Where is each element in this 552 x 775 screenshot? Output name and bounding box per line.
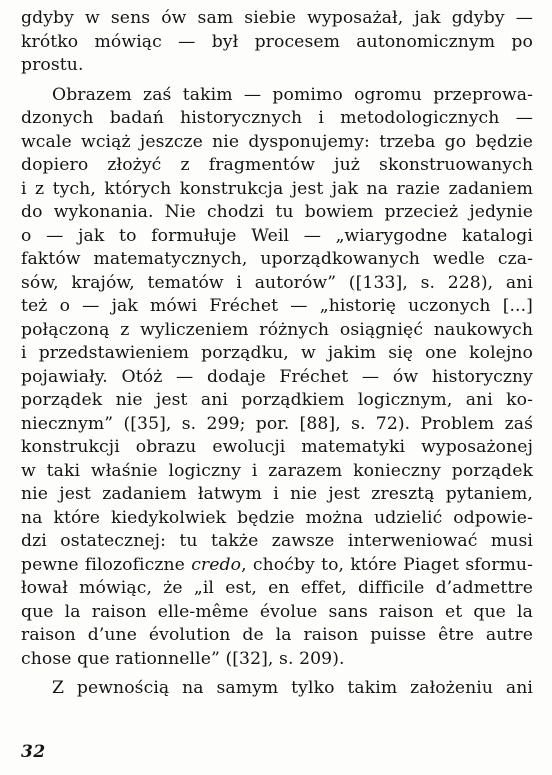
emphasized-word: credo xyxy=(191,554,242,575)
text-line: krótko mówiąc — był procesem autonomicznym po xyxy=(21,31,533,52)
text-line: chose que rationnelle” ([32], s. 209). xyxy=(21,648,345,669)
text-line: gdyby w sens ów sam siebie wyposażał, jak gdyby — xyxy=(21,8,533,28)
text-line: Z pewnością na samym tylko takim założeniu ani xyxy=(52,678,533,698)
text-line: pewne filozoficzne credo, choćby to, które Piaget sformu- xyxy=(21,554,534,575)
text-line: faktów matematycznych, uporządkowanych wedle cza- xyxy=(21,249,533,269)
text-line: que la raison elle-même évolue sans raison et que la xyxy=(21,601,533,622)
text-line: nie jest zadaniem łatwym i nie jest zresztą pytaniem, xyxy=(21,484,533,504)
text-line: też o — jak mówi Fréchet — „historię uczonych [...] xyxy=(21,296,533,316)
text-line: raison d’une évolution de la raison puisse être autre xyxy=(21,625,533,645)
text-line: dzi ostatecznej: tu także zawsze interweniować musi xyxy=(21,531,533,551)
paragraph xyxy=(21,7,533,78)
text-line: łował mówiąc, że „il est, en effet, difficile d’admettre xyxy=(21,578,533,598)
body-text xyxy=(21,7,533,701)
text-line: pojawiały. Otóż — dodaje Fréchet — ów historyczny xyxy=(21,366,533,387)
text-line: niecznym” ([35], s. 299; por. [88], s. 72). Problem zaś xyxy=(21,413,533,434)
text-line: w taki właśnie logiczny i zarazem konieczny porządek xyxy=(21,460,533,481)
text-line: Obrazem zaś takim — pomimo ogromu przeprowa- xyxy=(52,84,533,105)
text-line: dopiero złożyć z fragmentów już skonstruowanych xyxy=(21,155,533,175)
text-line: porządek nie jest ani porządkiem logicznym, ani ko- xyxy=(21,390,533,410)
text-line: i przedstawieniem porządku, w jakim się one kolejno xyxy=(21,343,533,363)
text-line: konstrukcji obrazu ewolucji matematyki wyposażonej xyxy=(21,437,533,457)
paragraph xyxy=(21,84,533,672)
text-line: sów, krajów, tematów i autorów” ([133], s. 228), ani xyxy=(21,272,533,293)
paragraph xyxy=(21,677,533,701)
text-line: wcale wciąż jeszcze nie dysponujemy: trzeba go będzie xyxy=(21,131,533,152)
text-line: do wykonania. Nie chodzi tu bowiem przecież jedynie xyxy=(21,202,533,222)
text-line: prostu. xyxy=(21,55,84,75)
text-line: połączoną z wyliczeniem różnych osiągnięć naukowych xyxy=(21,319,533,340)
page-number: 32 xyxy=(21,742,46,762)
text-line: o — jak to formułuje Weil — „wiarygodne katalogi xyxy=(21,225,533,246)
text-line: i z tych, których konstrukcja jest jak na razie zadaniem xyxy=(21,178,533,199)
text-line: dzonych badań historycznych i metodologicznych — xyxy=(21,108,533,128)
text-line: na które kiedykolwiek będzie można udzielić odpowie- xyxy=(21,507,533,528)
